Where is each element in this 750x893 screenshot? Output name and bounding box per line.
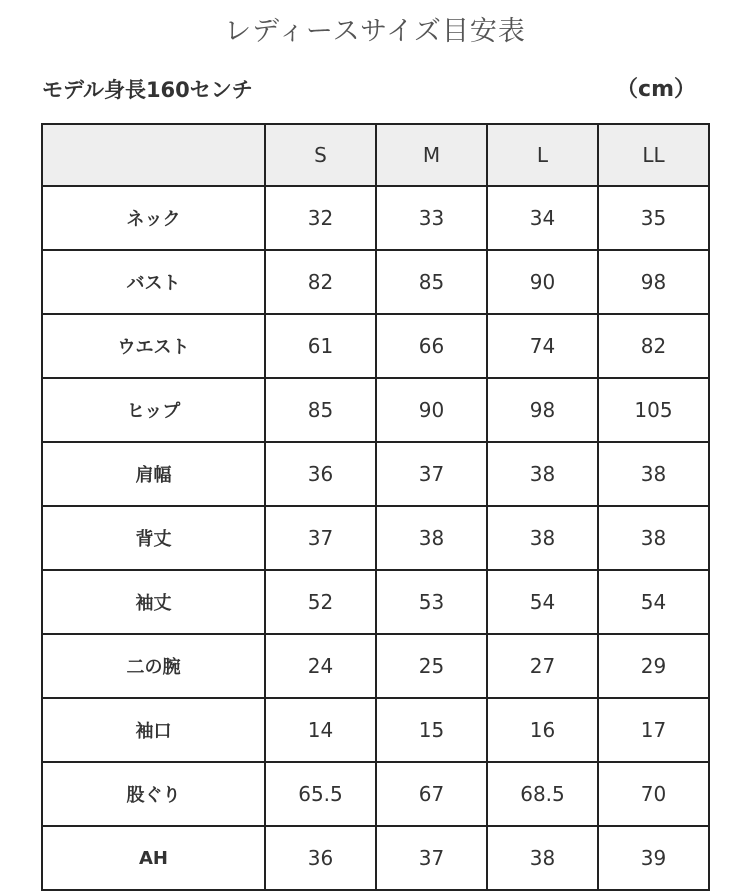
header-cell-size-l: L <box>487 124 598 186</box>
table-row <box>42 506 709 570</box>
row-label: バスト <box>42 250 265 314</box>
table-cell: 38 <box>487 506 598 570</box>
table-cell: 85 <box>265 378 376 442</box>
table-cell: 90 <box>487 250 598 314</box>
table-cell: 70 <box>598 762 709 826</box>
table-cell: 37 <box>376 442 487 506</box>
table-cell: 36 <box>265 442 376 506</box>
table-cell: 65.5 <box>265 762 376 826</box>
header-cell-size-m: M <box>376 124 487 186</box>
table-cell: 32 <box>265 186 376 250</box>
table-cell: 54 <box>598 570 709 634</box>
table-cell: 90 <box>376 378 487 442</box>
table-cell: 66 <box>376 314 487 378</box>
table-cell: 38 <box>487 826 598 890</box>
table-cell: 33 <box>376 186 487 250</box>
table-row <box>42 314 709 378</box>
table-cell: 98 <box>598 250 709 314</box>
table-cell: 82 <box>265 250 376 314</box>
table-row <box>42 698 709 762</box>
table-cell: 16 <box>487 698 598 762</box>
table-cell: 37 <box>376 826 487 890</box>
row-label: ヒップ <box>42 378 265 442</box>
row-label: 袖口 <box>42 698 265 762</box>
row-label: ネック <box>42 186 265 250</box>
table-cell: 24 <box>265 634 376 698</box>
table-cell: 15 <box>376 698 487 762</box>
table-cell: 38 <box>487 442 598 506</box>
table-cell: 82 <box>598 314 709 378</box>
row-label: 股ぐり <box>42 762 265 826</box>
table-cell: 38 <box>598 506 709 570</box>
row-label: 袖丈 <box>42 570 265 634</box>
table-cell: 35 <box>598 186 709 250</box>
header-cell-size-s: S <box>265 124 376 186</box>
table-row <box>42 378 709 442</box>
table-cell: 36 <box>265 826 376 890</box>
row-label: 二の腕 <box>42 634 265 698</box>
table-cell: 39 <box>598 826 709 890</box>
table-cell: 85 <box>376 250 487 314</box>
row-label: 背丈 <box>42 506 265 570</box>
table-cell: 38 <box>376 506 487 570</box>
table-row <box>42 250 709 314</box>
row-label: 肩幅 <box>42 442 265 506</box>
row-label: ウエスト <box>42 314 265 378</box>
table-cell: 27 <box>487 634 598 698</box>
table-cell: 29 <box>598 634 709 698</box>
table-cell: 53 <box>376 570 487 634</box>
header-cell-corner <box>42 124 265 186</box>
table-row <box>42 570 709 634</box>
model-height-label: モデル身長160センチ <box>42 78 253 102</box>
table-cell: 67 <box>376 762 487 826</box>
table-row <box>42 762 709 826</box>
table-row <box>42 186 709 250</box>
table-cell: 52 <box>265 570 376 634</box>
unit-label: （cm） <box>616 77 696 102</box>
table-cell: 38 <box>598 442 709 506</box>
table-cell: 68.5 <box>487 762 598 826</box>
table-row <box>42 826 709 890</box>
size-chart-table <box>41 123 710 891</box>
table-cell: 34 <box>487 186 598 250</box>
row-label: AH <box>42 826 265 890</box>
page-title: レディースサイズ目安表 <box>224 16 526 47</box>
table-cell: 54 <box>487 570 598 634</box>
table-row <box>42 634 709 698</box>
table-cell: 37 <box>265 506 376 570</box>
table-row <box>42 442 709 506</box>
table-cell: 74 <box>487 314 598 378</box>
table-cell: 25 <box>376 634 487 698</box>
table-cell: 17 <box>598 698 709 762</box>
table-cell: 105 <box>598 378 709 442</box>
table-cell: 98 <box>487 378 598 442</box>
table-cell: 14 <box>265 698 376 762</box>
table-cell: 61 <box>265 314 376 378</box>
header-cell-size-ll: LL <box>598 124 709 186</box>
table-header-row <box>42 124 709 186</box>
